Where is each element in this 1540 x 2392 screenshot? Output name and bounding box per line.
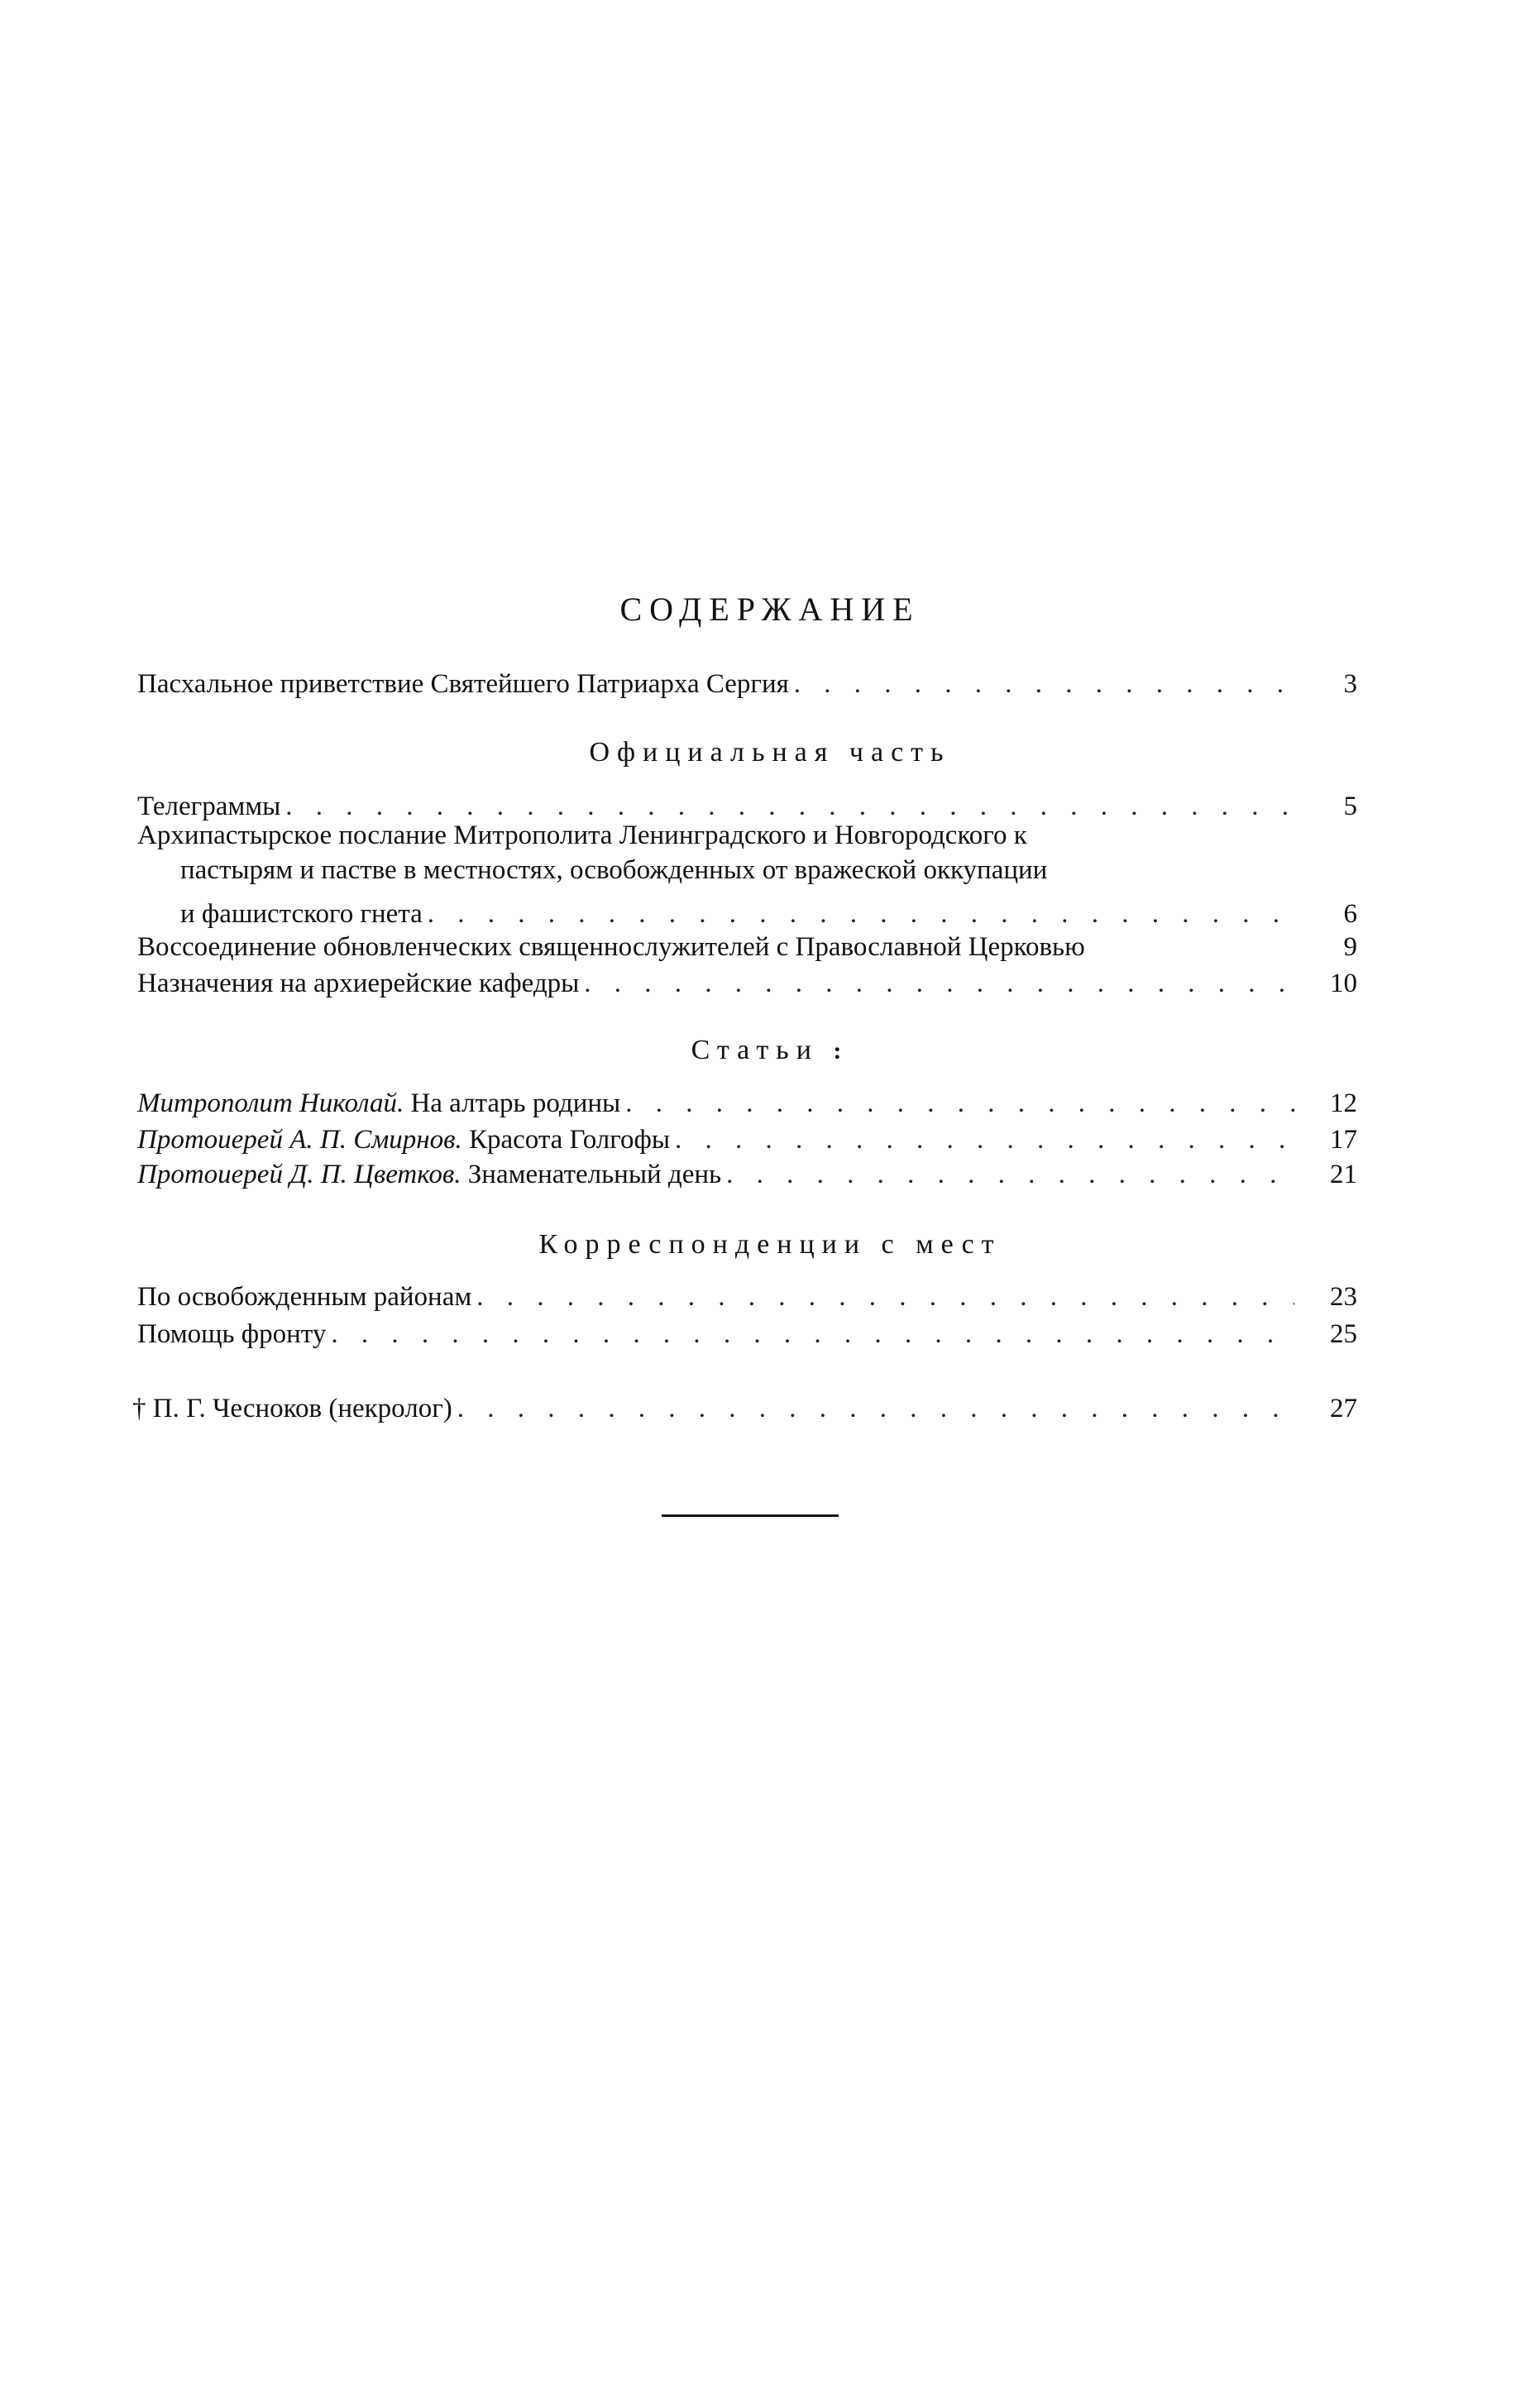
- page-number: 21: [1330, 1160, 1357, 1189]
- page-number: 27: [1330, 1394, 1357, 1423]
- entry-text: Телеграммы: [137, 792, 281, 821]
- dot-leader: [625, 1085, 1294, 1122]
- article-author: Протоиерей А. П. Смирнов.: [137, 1125, 462, 1155]
- toc-entry-easter-greeting: [137, 666, 1357, 702]
- section-heading-articles: [0, 1032, 1540, 1069]
- section-heading-correspondence: Корреспонденции с мест: [538, 1229, 1002, 1260]
- dot-leader: [331, 1316, 1294, 1352]
- toc-entry-epistle-line-2: пастырям и пастве в местностях, освобожденных от вражеской оккупации: [180, 855, 1048, 885]
- section-heading-text: Статьи: [691, 1035, 819, 1065]
- dot-leader: [675, 1122, 1294, 1158]
- article-title: На алтарь родины: [410, 1088, 621, 1118]
- dot-leader: [428, 896, 1294, 932]
- toc-entry-front-aid: [137, 1316, 1357, 1352]
- entry-text: По освобожденным районам: [137, 1282, 472, 1312]
- article-title: Красота Голгофы: [468, 1125, 671, 1155]
- toc-entry-article-2: [137, 1122, 1357, 1158]
- article-author: Протоиерей Д. П. Цветков.: [137, 1160, 462, 1189]
- toc-entry-epistle-line-3: [180, 896, 1357, 932]
- toc-entry-article-1: [137, 1085, 1357, 1122]
- page-number: 9: [1343, 932, 1357, 962]
- page-number: 17: [1330, 1125, 1357, 1155]
- dot-leader: [794, 666, 1294, 702]
- closing-rule: [662, 1514, 839, 1517]
- toc-entry-liberated-regions: [137, 1279, 1357, 1315]
- toc-entry-obituary: [132, 1390, 1357, 1427]
- entry-text: † П. Г. Чесноков (некролог): [132, 1394, 452, 1423]
- dot-leader: [476, 1279, 1294, 1315]
- page-number: 10: [1330, 969, 1357, 998]
- page-number: 12: [1330, 1088, 1357, 1118]
- entry-text: Помощь фронту: [137, 1319, 327, 1349]
- article-title: Знаменательный день: [467, 1160, 722, 1189]
- article-author: Митрополит Николай.: [137, 1088, 404, 1118]
- toc-entry-reunification: [137, 929, 1357, 965]
- page-number: 23: [1330, 1282, 1357, 1312]
- dot-leader: [457, 1390, 1294, 1427]
- toc-entry-epistle-line-1: Архипастырское послание Митрополита Ленинградского и Новгородского к: [137, 820, 1027, 850]
- dot-leader: [726, 1156, 1294, 1193]
- entry-text: Назначения на архиерейские кафедры: [137, 969, 580, 998]
- page-title: СОДЕРЖАНИЕ: [619, 591, 921, 628]
- page-number: 3: [1343, 669, 1357, 699]
- entry-text: и фашистского гнета: [180, 899, 423, 929]
- entry-text: Воссоединение обновленческих священнослужителей с Православной Церковью: [137, 932, 1085, 962]
- entry-text: Пасхальное приветствие Святейшего Патриарха Сергия: [137, 669, 789, 699]
- dot-leader: [584, 965, 1294, 1002]
- page-number: 25: [1330, 1319, 1357, 1349]
- toc-entry-article-3: [137, 1156, 1357, 1193]
- toc-entry-appointments: [137, 965, 1357, 1002]
- section-heading-official: Официальная часть: [589, 737, 951, 768]
- heading-mark: :: [833, 1037, 849, 1064]
- page-number: 6: [1343, 899, 1357, 929]
- page-number: 5: [1343, 792, 1357, 821]
